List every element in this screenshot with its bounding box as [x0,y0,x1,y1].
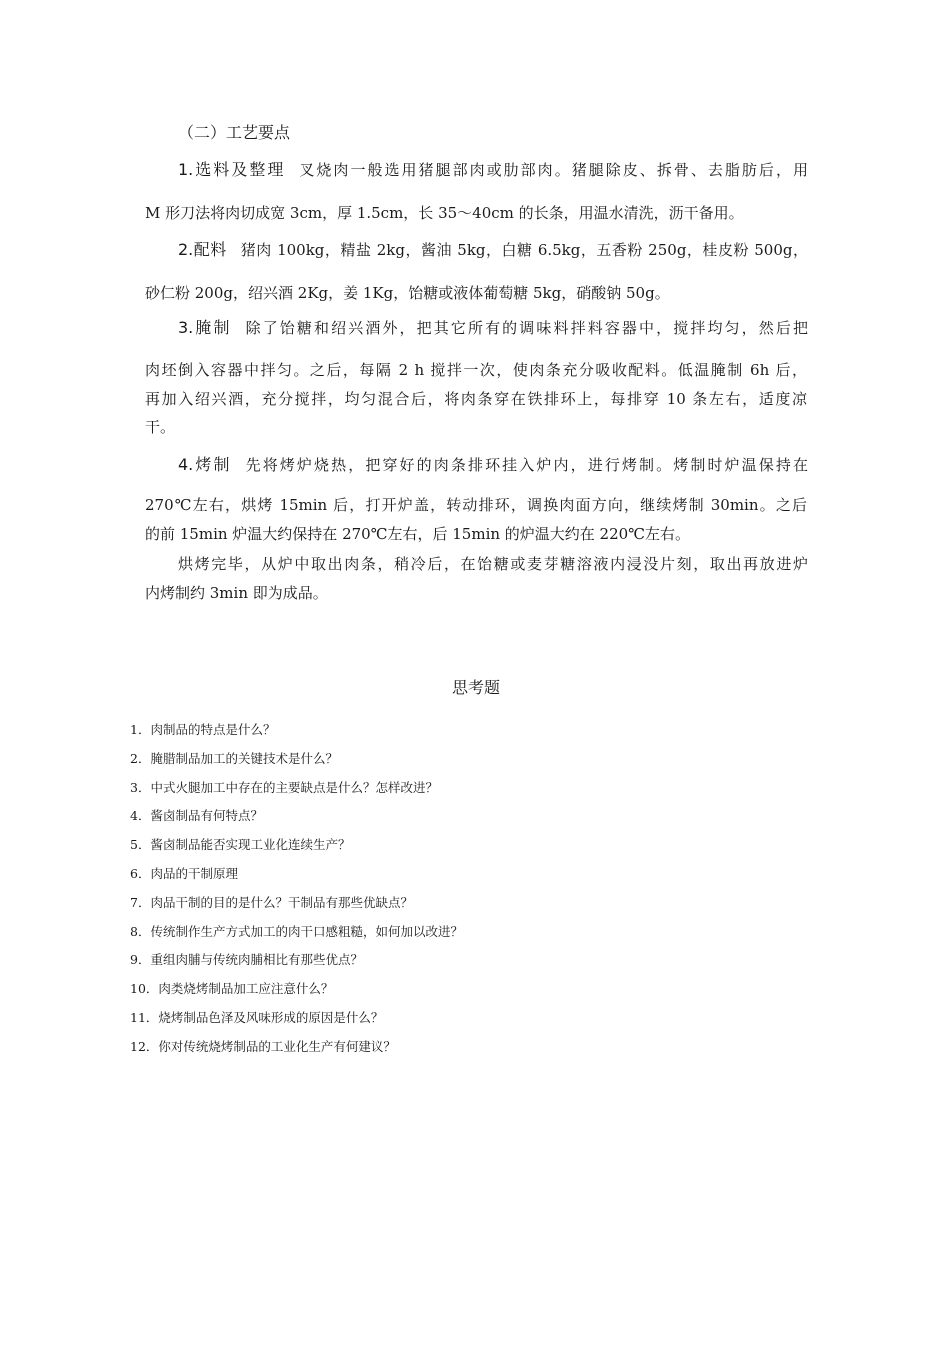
section-heading: （二）工艺要点 [178,123,291,142]
paragraph-1-line-2: M 形刀法将肉切成宽 3cm，厚 1.5cm，长 35～40cm 的长条，用温水清洗，沥干备用。 [145,204,744,222]
paragraph-3-text-1: 除了饴糖和绍兴酒外，把其它所有的调味料拌料容器中，搅拌均匀，然后把 [245,319,808,337]
question-item: 10．肉类烧烤制品加工应注意什么？ [130,981,334,996]
paragraph-5-line-1: 烘烤完毕，从炉中取出肉条，稍冷后，在饴糖或麦芽糖溶液内浸没片刻，取出再放进炉 [178,555,808,573]
paragraph-3-line-3: 再加入绍兴酒，充分搅拌，均匀混合后，将肉条穿在铁排环上，每排穿 10 条左右，适度凉 [145,390,807,408]
paragraph-3-line-1 [178,318,808,338]
paragraph-2-line-1 [178,240,808,260]
paragraph-4-line-3: 的前 15min 炉温大约保持在 270℃左右，后 15min 的炉温大约在 220℃左右。 [145,525,690,543]
paragraph-2-line-2: 砂仁粉 200g，绍兴酒 2Kg，姜 1Kg，饴糖或液体葡萄糖 5kg，硝酸钠 50g。 [145,284,670,302]
paragraph-1-label: 1.选料及整理 [178,160,286,179]
questions-title: 思考题 [451,678,500,697]
question-item: 9．重组肉脯与传统肉脯相比有那些优点？ [130,952,363,967]
question-item: 4．酱卤制品有何特点？ [130,808,263,823]
question-item: 8．传统制作生产方式加工的肉干口感粗糙，如何加以改进？ [130,924,463,939]
question-item: 11．烧烤制品色泽及风味形成的原因是什么？ [130,1010,384,1025]
paragraph-3-line-2: 肉坯倒入容器中拌匀。之后，每隔 2 h 搅拌一次，使肉条充分吸收配料。低温腌制 6h 后， [145,361,807,379]
paragraph-5-line-2: 内烤制约 3min 即为成品。 [145,584,328,602]
question-item: 5．酱卤制品能否实现工业化连续生产？ [130,837,351,852]
question-item: 3．中式火腿加工中存在的主要缺点是什么？怎样改进？ [130,780,438,795]
question-item: 1．肉制品的特点是什么？ [130,722,276,737]
question-item: 6．肉品的干制原理 [130,866,238,881]
paragraph-1-text-1: 叉烧肉一般选用猪腿部肉或肋部肉。猪腿除皮、拆骨、去脂肪后，用 [299,161,808,179]
paragraph-4-line-1 [178,455,808,475]
paragraph-4-label: 4.烤制 [178,455,232,474]
paragraph-2-label: 2.配料 [178,240,227,259]
question-item: 12．你对传统烧烤制品的工业化生产有何建议？ [130,1039,396,1054]
paragraph-1-line-1 [178,160,808,180]
paragraph-4-text-1: 先将烤炉烧热，把穿好的肉条排环挂入炉内，进行烤制。烤制时炉温保持在 [245,456,808,474]
paragraph-3-label: 3.腌制 [178,318,232,337]
question-item: 2．腌腊制品加工的关键技术是什么？ [130,751,338,766]
paragraph-3-line-4: 干。 [145,418,176,436]
paragraph-4-line-2: 270℃左右，烘烤 15min 后，打开炉盖，转动排环，调换肉面方向，继续烤制 30min。之后 [145,496,807,514]
question-item: 7．肉品干制的目的是什么？干制品有那些优缺点？ [130,895,413,910]
paragraph-2-text-1: 猪肉 100kg，精盐 2kg，酱油 5kg，白糖 6.5kg，五香粉 250g，桂皮粉 500g， [240,241,808,259]
